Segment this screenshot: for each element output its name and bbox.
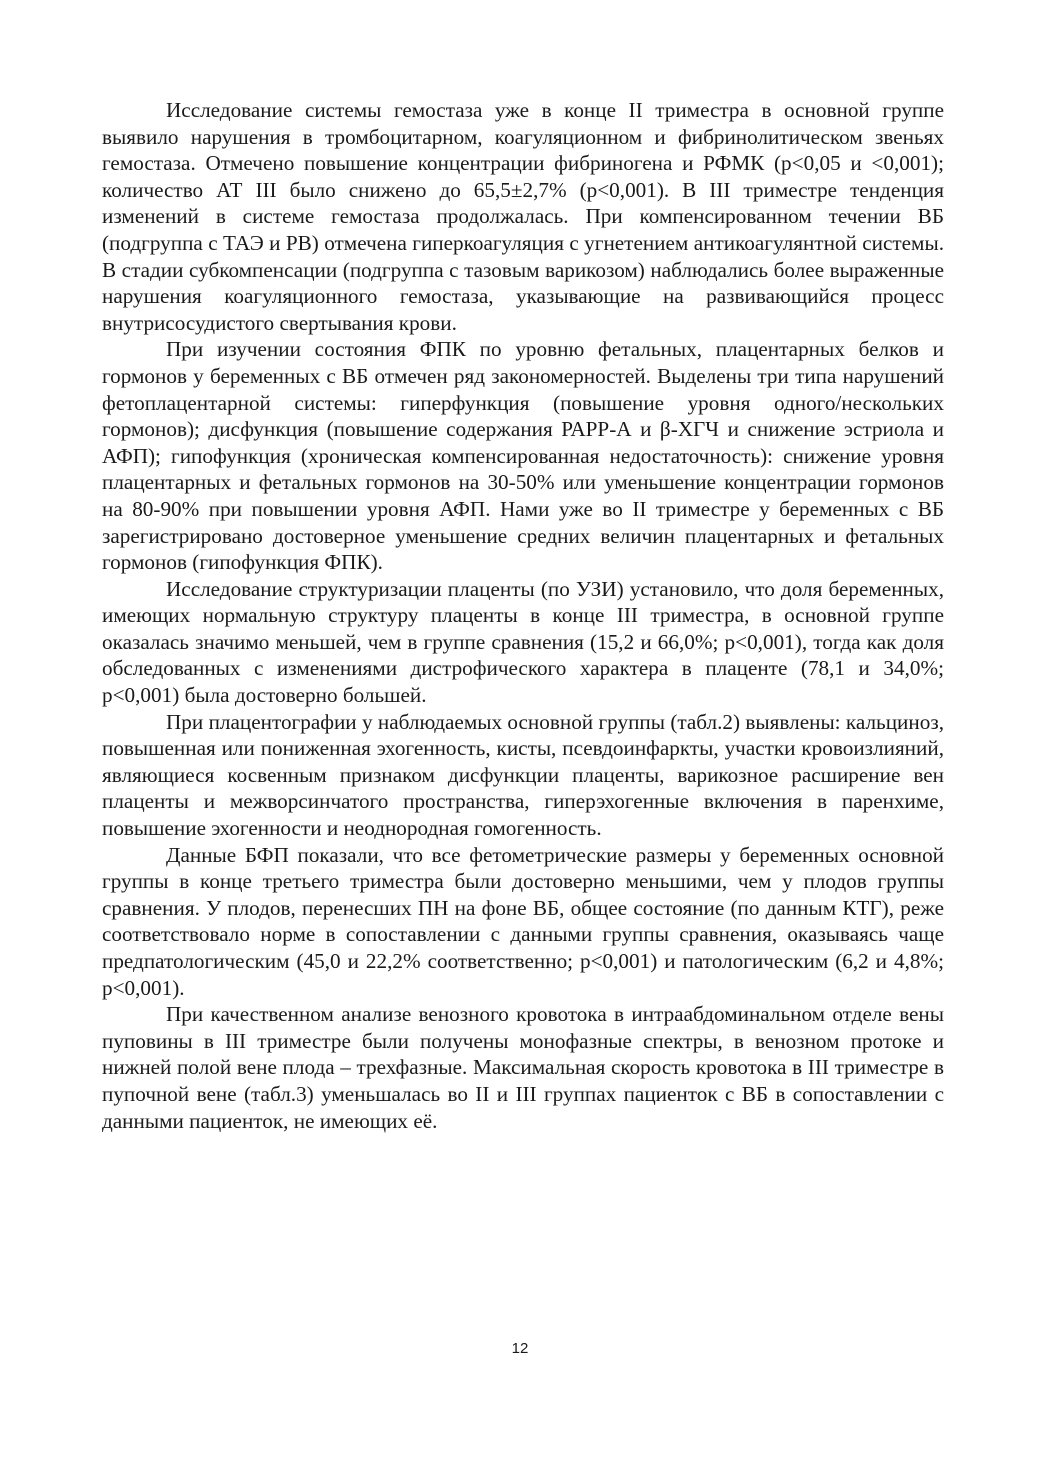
page-number: 12 <box>511 1340 529 1357</box>
paragraph-placenta-structure: Исследование структуризации плаценты (по УЗИ) установило, что доля беременных, имеющих нормальную структуру плаценты в конце III триместра, в основной группе оказалась значимо меньшей, чем в группе сравнения (15,2 и 66,0%; р<0,001), тогда как доля обследованных с изменениями дистрофического характера в плаценте (78,1 и 34,0%; р<0,001) была достоверно большей. <box>102 576 944 708</box>
paragraph-bfp-data: Данные БФП показали, что все фетометрические размеры у беременных основной группы в конце третьего триместра были достоверно меньшими, чем у плодов группы сравнения. У плодов, перенесших ПН на фоне ВБ, общее состояние (по данным КТГ), реже соответствовало норме в сопоставлении с данными группы сравнения, оказываясь чаще предпатологическим (45,0 и 22,2% соответственно; р<0,001) и патологическим (6,2 и 4,8%; р<0,001). <box>102 842 944 1000</box>
document-body <box>102 97 944 1134</box>
paragraph-hemostasis: Исследование системы гемостаза уже в конце II триместра в основной группе выявило нарушения в тромбоцитарном, коагуляционном и фибринолитическом звеньях гемостаза. Отмечено повышение концентрации фибриногена и РФМК (р<0,05 и <0,001); количество АТ III было снижено до 65,5±2,7% (р<0,001). В III триместре тенденция изменений в системе гемостаза продолжалась. При компенсированном течении ВБ (подгруппа с ТАЭ и РВ) отмечена гиперкоагуляция с угнетением антикоагулянтной системы. В стадии субкомпенсации (подгруппа с тазовым варикозом) наблюдались более выраженные нарушения коагуляционного гемостаза, указывающие на развивающийся процесс внутрисосудистого свертывания крови. <box>102 98 944 335</box>
paragraph-fpk-hormones: При изучении состояния ФПК по уровню фетальных, плацентарных белков и гормонов у беременных с ВБ отмечен ряд закономерностей. Выделены три типа нарушений фетоплацентарной системы: гиперфункция (повышение уровня одного/нескольких гормонов); дисфункция (повышение содержания РАРР-А и β-ХГЧ и снижение эстриола и АФП); гипофункция (хроническая компенсированная недостаточность): снижение уровня плацентарных и фетальных гормонов на 30-50% или уменьшение концентрации гормонов на 80-90% при повышении уровня АФП. Нами уже во II триместре у беременных с ВБ зарегистрировано достоверное уменьшение средних величин плацентарных и фетальных гормонов (гипофункция ФПК). <box>102 337 944 575</box>
paragraph-placentography: При плацентографии у наблюдаемых основной группы (табл.2) выявлены: кальциноз, повышенная или пониженная эхогенность, кисты, псевдоинфаркты, участки кровоизлияний, являющиеся косвенным признаком дисфункции плаценты, варикозное расширение вен плаценты и межворсинчатого пространства, гиперэхогенные включения в паренхиме, повышение эхогенности и неоднородная гомогенность. <box>102 709 944 841</box>
paragraph-venous-bloodflow: При качественном анализе венозного кровотока в интраабдоминальном отделе вены пуповины в III триместре были получены монофазные спектры, в венозном протоке и нижней полой вене плода – трехфазные. Максимальная скорость кровотока в III триместре в пупочной вене (табл.3) уменьшалась во II и III группах пациенток с ВБ в сопоставлении с данными пациенток, не имеющих её. <box>102 1002 944 1133</box>
